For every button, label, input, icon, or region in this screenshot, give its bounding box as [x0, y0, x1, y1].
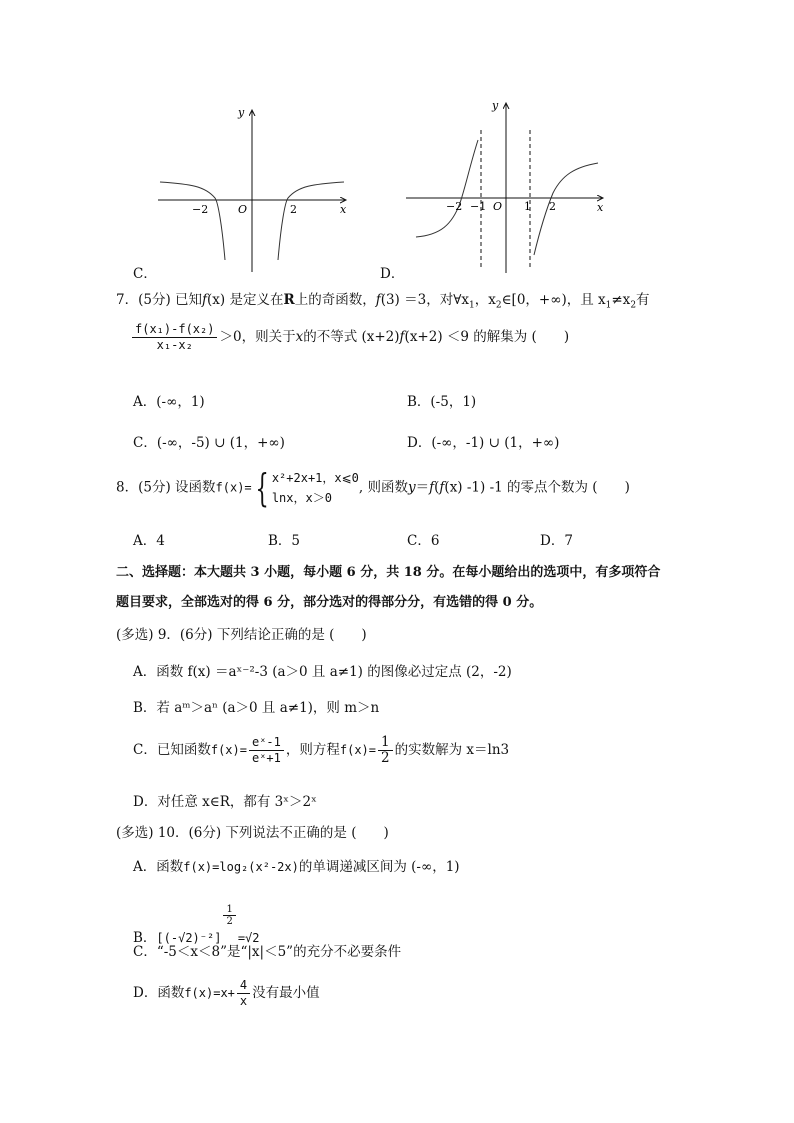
- label-x: x: [597, 201, 604, 214]
- curve-right: [534, 163, 598, 255]
- section2-line1: 二、选择题：本大题共 3 小题，每小题 6 分，共 18 分。在每小题给出的选项中，有多项符合: [116, 565, 661, 580]
- q7-option-d[interactable]: D．(-∞，-1) ∪ (1，+∞): [407, 435, 560, 451]
- q10-option-c[interactable]: C．“-5＜x＜8”是“|x|＜5”的充分不必要条件: [133, 944, 402, 960]
- q7-line1: 7．(5分) 已知f(x) 是定义在R上的奇函数，f(3) ＝3，对$\forall x_1$，$x_2\in[0$，+∞)，且 $x_1\ne x_2$有: [116, 292, 650, 311]
- q9-title: (多选) 9．(6分) 下列结论正确的是 ( ): [116, 627, 367, 643]
- label-y: y: [238, 106, 245, 119]
- q10-title: (多选) 10．(6分) 下列说法不正确的是 ( ): [116, 825, 389, 841]
- q8-line: 8．(5分) 设函数f(x)={ x²+2x+1，x⩽0 lnx，x＞0 , 则函数y＝f(f(x) -1) -1 的零点个数为 ( ): [116, 466, 630, 510]
- graph-option-d: [400, 95, 610, 275]
- label-y: y: [492, 99, 499, 112]
- tick-1: 1: [524, 200, 531, 213]
- label-origin: O: [238, 203, 248, 216]
- section2-line2: 题目要求，全部选对的得 6 分，部分选对的得部分分，有选错的得 0 分。: [116, 595, 543, 610]
- q7-option-c[interactable]: C．(-∞，-5) ∪ (1，+∞): [133, 435, 285, 451]
- q8-option-a[interactable]: A．4: [133, 533, 165, 549]
- curve-left: [160, 182, 225, 260]
- option-d-label: D．: [380, 266, 405, 282]
- q7-option-a[interactable]: A．(-∞，1): [133, 394, 205, 410]
- option-c-label: C．: [133, 266, 157, 282]
- q10-option-a[interactable]: A．函数f(x)=log₂(x²-2x)的单调递减区间为 (-∞，1): [133, 859, 460, 875]
- q10-option-b[interactable]: B．[(-√2)⁻²] $\frac{1}{2}$ =√2: [133, 904, 260, 946]
- tick-neg1: −1: [470, 200, 487, 213]
- q8-option-b[interactable]: B．5: [268, 533, 301, 549]
- curve-right: [278, 182, 344, 260]
- q8-option-c[interactable]: C．6: [407, 533, 440, 549]
- tick-2: 2: [549, 200, 556, 213]
- tick-2: 2: [290, 203, 297, 216]
- q10-option-d[interactable]: D．函数f(x)=x+ $\frac{4}{x}$ 没有最小值: [133, 978, 320, 1008]
- q9-option-d[interactable]: D．对任意 x∈R，都有 3ˣ＞2ˣ: [133, 794, 317, 810]
- tick-neg2: −2: [446, 200, 463, 213]
- q9-option-a[interactable]: A．函数 f(x) ＝aˣ⁻²-3 (a＞0 且 a≠1) 的图像必过定点 (2，-2): [133, 664, 512, 680]
- tick-neg2: −2: [192, 203, 209, 216]
- q9-option-b[interactable]: B．若 aᵐ＞aⁿ (a＞0 且 a≠1)，则 m＞n: [133, 700, 380, 716]
- q7-line2: $\frac{\text{f(x₁)-f(x₂)}}{\text{x₁-x₂}}$ ＞0，则关于x的不等式 (x+2)f(x+2) ＜9 的解集为 ( ): [130, 322, 569, 353]
- label-origin: O: [493, 200, 503, 213]
- q7-option-b[interactable]: B．(-5，1): [407, 394, 477, 410]
- graph-option-c: [150, 100, 360, 275]
- q8-option-d[interactable]: D．7: [540, 533, 573, 549]
- label-x: x: [340, 203, 347, 216]
- curve-left: [416, 140, 478, 237]
- q9-option-c[interactable]: C．已知函数f(x)= $\frac{\text{eˣ-1}}{\text{eˣ+1}}$ ，则方程f(x)= $\frac{1}{2}$ 的实数解为 x＝ln3: [133, 734, 510, 766]
